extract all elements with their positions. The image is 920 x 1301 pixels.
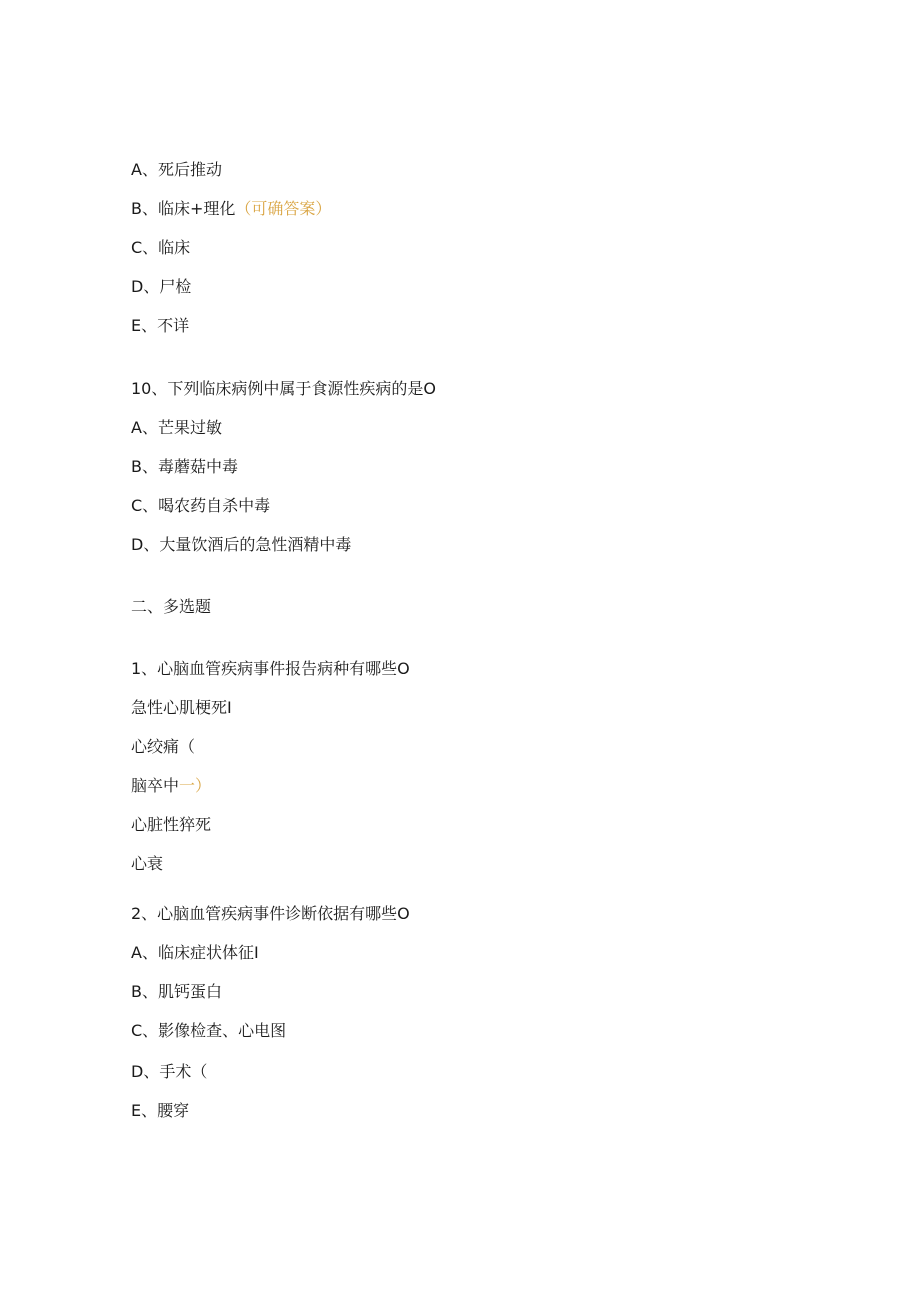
mq2-option-b: B、肌钙蛋白 (131, 982, 222, 1001)
mq1-option-2: 心绞痛（ (131, 737, 196, 756)
q10-option-c: C、喝农药自杀中毒 (131, 496, 271, 515)
mq1-option-1: 急性心肌梗死I (131, 698, 232, 717)
q9-option-b (131, 199, 331, 219)
q10-option-d: D、大量饮酒后的急性酒精中毒 (131, 535, 352, 554)
mq1-option-3-text: 脑卒中 (131, 776, 180, 795)
mq2-option-d: D、手术（ (131, 1062, 208, 1081)
mq2-option-e: E、腰穿 (131, 1101, 190, 1120)
q9-option-b-text: B、临床+理化 (131, 199, 236, 218)
q9-option-a: A、死后推动 (131, 160, 222, 179)
q9-option-b-note: （可确答案） (235, 199, 332, 218)
mq1-option-3 (131, 776, 211, 796)
mq1-option-5: 心衰 (131, 854, 164, 873)
q9-option-c: C、临床 (131, 238, 191, 257)
q9-option-d: D、尸检 (131, 277, 192, 296)
q9-option-e: E、不详 (131, 316, 190, 335)
q10-option-b: B、毒蘑菇中毒 (131, 457, 238, 476)
mq2-option-c: C、影像检查、心电图 (131, 1021, 287, 1040)
mq1-option-4: 心脏性猝死 (131, 815, 212, 834)
section-title: 二、多选题 (131, 597, 212, 616)
q10-question: 10、下列临床病例中属于食源性疾病的是O (131, 379, 436, 398)
mq1-question: 1、心脑血管疾病事件报告病种有哪些O (131, 659, 410, 678)
mq1-option-3-note: 一） (179, 776, 212, 795)
mq2-option-a: A、临床症状体征I (131, 943, 259, 962)
q10-option-a: A、芒果过敏 (131, 418, 222, 437)
mq2-question: 2、心脑血管疾病事件诊断依据有哪些O (131, 904, 410, 923)
